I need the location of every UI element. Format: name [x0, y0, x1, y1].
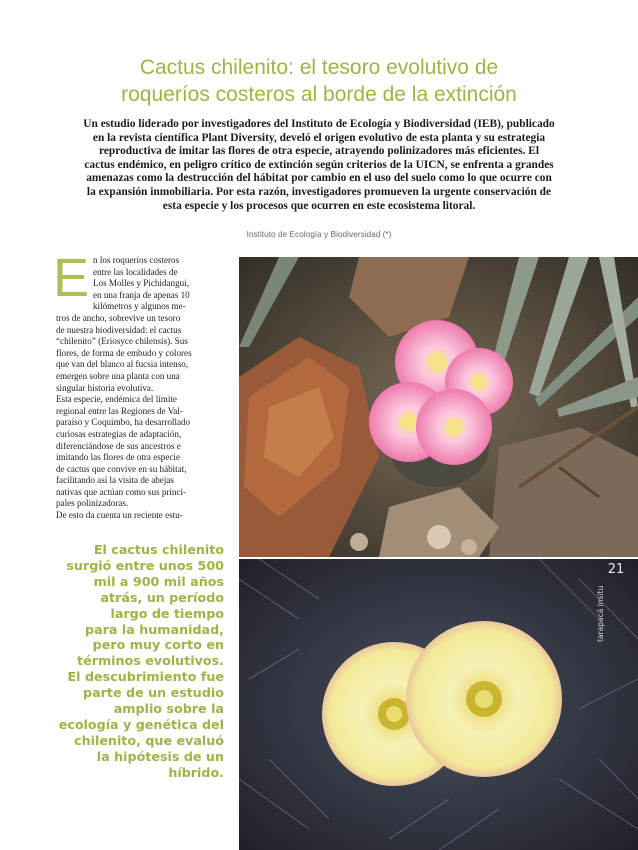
pull-quote-line: El descubrimiento fue: [67, 669, 224, 685]
pull-quote-line: amplio sobre la: [113, 701, 224, 717]
author-credit: Instituto de Ecología y Biodiversidad (*): [246, 229, 392, 239]
body-line: en una franja de apenas 10: [93, 289, 190, 300]
lede-line: la expansión inmobiliaria. Por esta razón, investigadores promueven la urgente conservación de: [86, 185, 552, 198]
lede-line: amenazas como la destrucción del hábitat por cambio en el uso del suelo como lo que ocurre con: [86, 172, 552, 185]
pull-quote-line: ecología y genética del: [58, 716, 224, 732]
body-line: de nuestra biodiversidad: el cactus: [56, 324, 182, 335]
pink-cactus-photo: [239, 257, 638, 557]
article-lede: [52, 118, 586, 213]
body-line: Los Molles y Pichidangui,: [93, 278, 189, 289]
pull-quote-line: atrás, un período: [100, 589, 224, 605]
body-column: [56, 255, 238, 522]
body-line: diferenciándose de sus ancestros e: [56, 440, 181, 451]
lede-line: en la revista científica Plant Diversity, develó el origen evolutivo de esta planta y su estrategia: [92, 131, 546, 144]
body-line: singular historia evolutiva.: [56, 382, 154, 393]
drop-cap: E: [53, 248, 90, 308]
body-line: De esto da cuenta un reciente estu-: [56, 510, 183, 521]
body-line: imitando las flores de otra especie: [56, 452, 180, 463]
pull-quote-line: pero muy corto en: [92, 637, 224, 653]
body-line: entre las localidades de: [93, 266, 178, 277]
pull-quote-line: surgió entre unos 500: [66, 557, 224, 573]
pull-quote-line: largo de tiempo: [110, 605, 224, 621]
body-line: flores, de forma de embudo y colores: [56, 347, 192, 358]
body-line: regional entre las Regiones de Val-: [56, 405, 183, 416]
body-line: facilitando así la visita de abejas: [56, 475, 174, 486]
yellow-cactus-photo: [239, 559, 638, 850]
pull-quote-line: El cactus chilenito: [93, 542, 224, 557]
pull-quote-line: híbrido.: [168, 764, 224, 780]
lede-line: reproductiva de imitar las flores de otra especie, atrayendo polinizadores más eficientes. El: [99, 145, 539, 158]
body-line: n los roqueríos costeros: [93, 255, 180, 265]
lede-line: cactus endémico, en peligro crítico de extinción según criterios de la UICN, se enfrenta a grandes: [84, 158, 554, 171]
pull-quote-line: términos evolutivos.: [77, 653, 224, 669]
section-side-label: tarapacá insitu: [596, 586, 605, 643]
body-line: Esta especie, endémica del límite: [56, 394, 177, 405]
lede-line: Un estudio liderado por investigadores del Instituto de Ecología y Biodiversidad (IEB), publicado: [83, 118, 555, 130]
page-number: 21: [607, 562, 625, 577]
lede-line: esta especie y los procesos que ocurren en este ecosistema litoral.: [162, 199, 476, 212]
body-line: de cactus que convive en su hábitat,: [56, 463, 187, 474]
article-title: [40, 54, 598, 108]
title-line: Cactus chilenito: el tesoro evolutivo de: [139, 56, 499, 79]
pull-quote-line: para la humanidad,: [85, 621, 224, 637]
body-line: pales polinizadoras.: [56, 498, 129, 509]
pull-quote-line: la hipótesis de un: [96, 748, 224, 764]
body-line: curiosas estrategias de adaptación,: [56, 428, 182, 439]
body-line: que van del blanco al fucsia intenso,: [56, 359, 189, 370]
body-line: paraíso y Coquimbo, ha desarrollado: [56, 417, 191, 428]
pull-quote: [56, 542, 224, 781]
title-line: roqueríos costeros al borde de la extinción: [121, 83, 517, 106]
body-line: nativas que actúan como sus princi-: [56, 486, 187, 497]
body-line: tros de ancho, sobrevive un tesoro: [56, 312, 181, 323]
pull-quote-line: parte de un estudio: [83, 685, 224, 701]
body-line: emergen sobre una planta con una: [56, 370, 180, 381]
pull-quote-line: chilenito, que evaluó: [74, 732, 224, 748]
body-line: “chilenito” (Eriosyce chilensis). Sus: [56, 336, 188, 347]
pull-quote-line: mil a 900 mil años: [93, 573, 224, 589]
body-line: kilómetros y algunos me-: [93, 301, 186, 312]
